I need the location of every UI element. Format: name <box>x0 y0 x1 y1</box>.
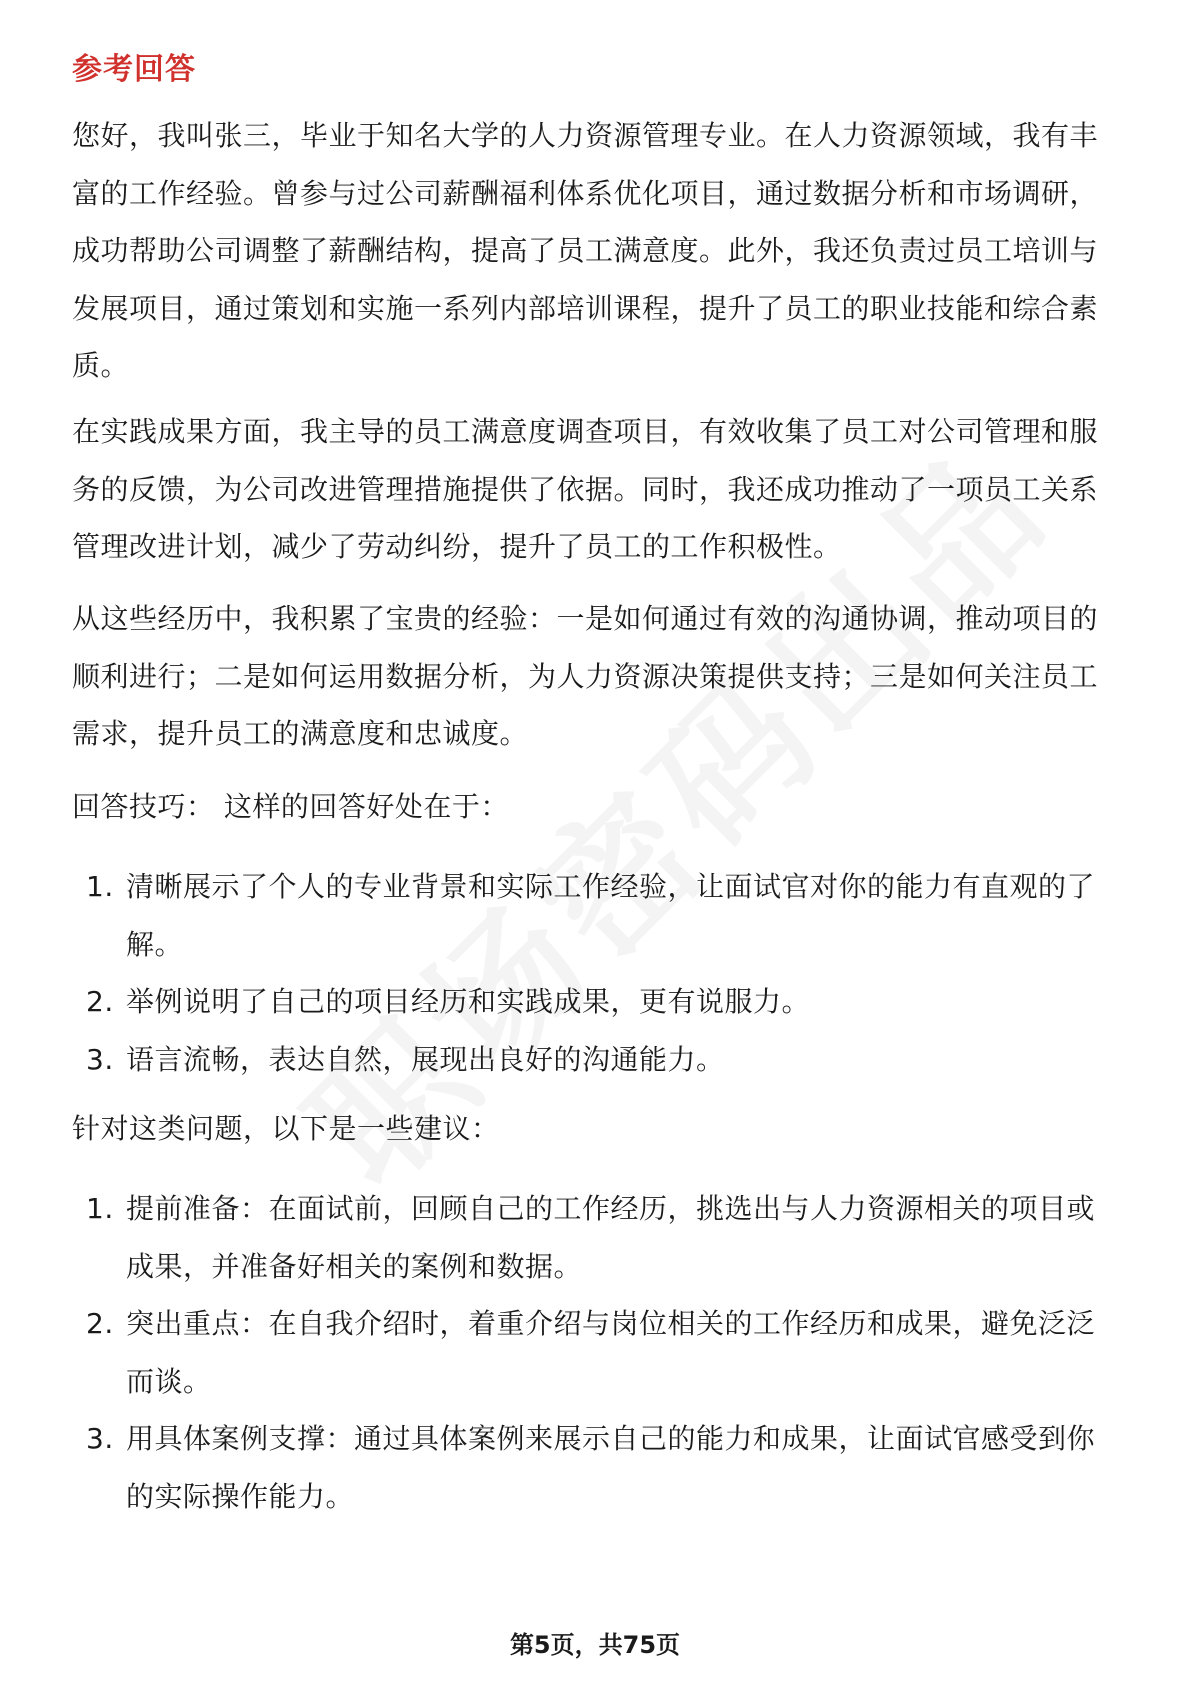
list-number: 2. <box>86 985 114 1018</box>
list-number: 1. <box>86 1192 114 1225</box>
list-item-text: 举例说明了自己的项目经历和实践成果，更有说服力。 <box>126 985 811 1018</box>
list-number: 3. <box>86 1422 114 1455</box>
list-number: 2. <box>86 1307 114 1340</box>
list-item-text: 突出重点：在自我介绍时，着重介绍与岗位相关的工作经历和成果，避免泛泛而谈。 <box>126 1307 1096 1398</box>
list-item-text: 提前准备：在面试前，回顾自己的工作经历，挑选出与人力资源相关的项目或成果，并准备好相关的案例和数据。 <box>126 1192 1096 1283</box>
list-item <box>72 973 1118 1031</box>
list-item <box>72 1295 1118 1410</box>
list-item <box>72 1180 1118 1295</box>
list-item-text: 清晰展示了个人的专业背景和实际工作经验，让面试官对你的能力有直观的了解。 <box>126 870 1096 961</box>
list-item-text: 用具体案例支撑：通过具体案例来展示自己的能力和成果，让面试官感受到你的实际操作能力。 <box>126 1422 1096 1513</box>
paragraph-achievements: 在实践成果方面，我主导的员工满意度调查项目，有效收集了员工对公司管理和服务的反馈，为公司改进管理措施提供了依据。同时，我还成功推动了一项员工关系管理改进计划，减少了劳动纠纷，提升了员工的工作积极性。 <box>72 415 1099 563</box>
tips-list <box>72 858 1118 1088</box>
list-item-text: 语言流畅，表达自然，展现出良好的沟通能力。 <box>126 1042 725 1076</box>
list-number: 1. <box>86 870 114 903</box>
advice-list <box>72 1180 1118 1525</box>
paragraph-experience: 从这些经历中，我积累了宝贵的经验：一是如何通过有效的沟通协调，推动项目的顺利进行；二是如何运用数据分析，为人力资源决策提供支持；三是如何关注员工需求，提升员工的满意度和忠诚度。 <box>72 602 1099 750</box>
list-item <box>72 858 1118 973</box>
advice-intro: 针对这类问题，以下是一些建议： <box>72 1112 500 1145</box>
list-item <box>72 1410 1118 1525</box>
list-item <box>72 1031 1118 1089</box>
page-number-footer: 第5页，共75页 <box>509 1631 681 1659</box>
section-heading: 参考回答 <box>72 52 196 87</box>
list-number: 3. <box>86 1042 114 1076</box>
paragraph-intro: 您好，我叫张三，毕业于知名大学的人力资源管理专业。在人力资源领域，我有丰富的工作经验。曾参与过公司薪酬福利体系优化项目，通过数据分析和市场调研，成功帮助公司调整了薪酬结构，提高了员工满意度。此外，我还负责过员工培训与发展项目，通过策划和实施一系列内部培训课程，提升了员工的职业技能和综合素质。 <box>72 119 1099 382</box>
tips-intro: 回答技巧： 这样的回答好处在于： <box>72 790 509 823</box>
